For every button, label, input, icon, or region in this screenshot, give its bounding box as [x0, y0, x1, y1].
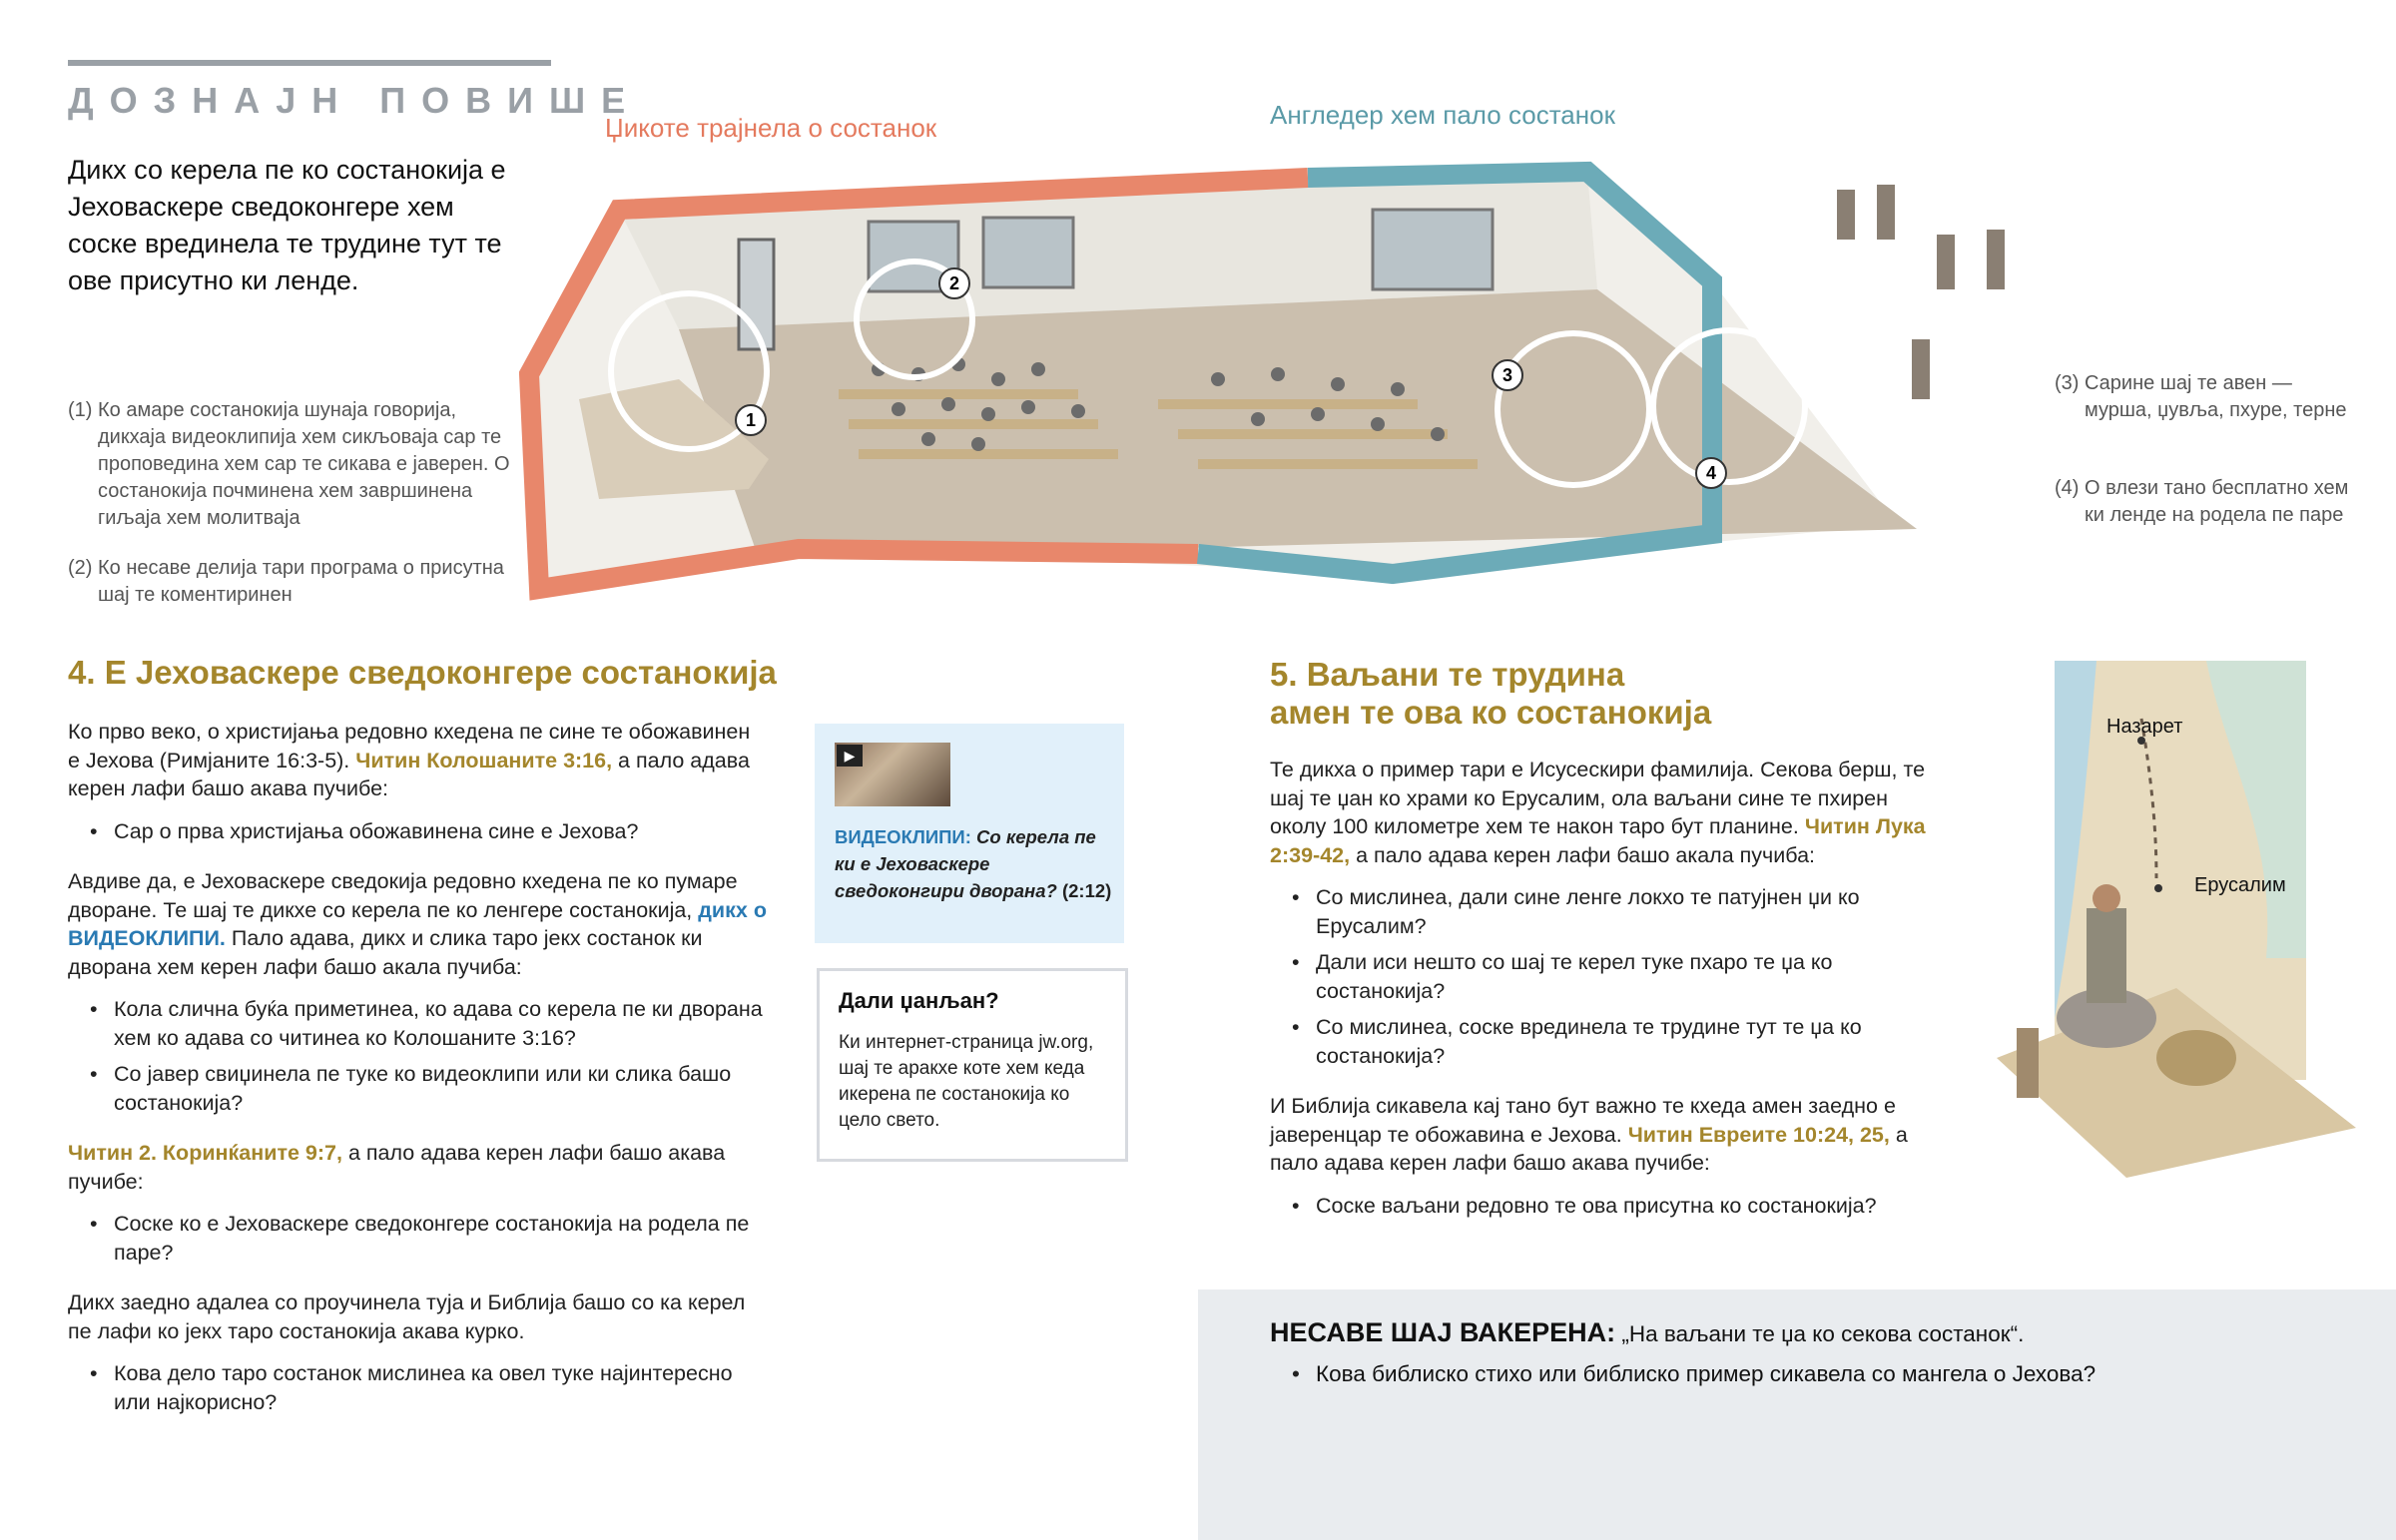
- scripture-ref[interactable]: Читин Колошаните 3:16,: [355, 748, 613, 772]
- video-duration: (2:12): [1061, 880, 1112, 901]
- footer-text: [1270, 1317, 2268, 1389]
- map-label-jerusalem: Ерусалим: [2194, 874, 2286, 896]
- note-2: (2) Ко несаве делија тари програма о присутна шај те коментиринен: [68, 557, 504, 606]
- note-4: (4) О влези тано бесплатно хем ки ленде на родела пе паре: [2055, 477, 2349, 526]
- question-list: [1270, 883, 1949, 1070]
- city-dot: [2154, 884, 2162, 892]
- scripture-ref[interactable]: Читин 2. Коринќаните 9:7,: [68, 1141, 342, 1165]
- arriving-people: [1837, 185, 2005, 399]
- city-dot: [2137, 737, 2145, 745]
- label-during-meeting: Џикоте трајнела о состанок: [605, 113, 937, 143]
- traveler-head: [2093, 884, 2120, 912]
- paragraph: Те дикха о пример тари е Исусескири фамилија. Секова берш, те шај те џан ко храми ко Ерусалим, ола ваљани сине те пхирен околу 100 километре хем те након таро бут планине. Читин Лука 2:39-42, а пало адава керен лафи башо акала пучиба:: [1270, 758, 1926, 867]
- question: • Кола слична буќа приметинеа, ко адава со керела пе ки дворана хем ко адава со читинеа ко Колошаните 3:16?: [68, 995, 767, 1052]
- scripture-ref[interactable]: Читин Евреите 10:24, 25,: [1627, 1122, 1890, 1147]
- question: • Соске ко е Јеховаскере сведоконгере состанокија на родела пе паре?: [68, 1210, 767, 1267]
- header-rule: [68, 60, 551, 66]
- question: • Со мислинеа, соске врединела те трудине тут те џа ко состанокија?: [1270, 1013, 1949, 1070]
- did-you-know-text: Ки интернет-страница jw.org, шај те аракхе коте хем кеда икерена пе состанокија ко цело свето.: [839, 1032, 1094, 1131]
- play-icon[interactable]: ▶: [837, 745, 863, 767]
- section-5-heading: 5. Ваљани те трудина амен те ова ко состанокија: [1270, 656, 1712, 731]
- journey-illustration: [1977, 659, 2376, 1178]
- marker-4-label: 4: [1705, 463, 1717, 483]
- section-label: ДОЗНАЈН ПОВИШЕ: [68, 80, 642, 121]
- note-1: (1) Ко амаре состанокија шунаја говорија, дикхаја видеоклипија хем сикљоваја сар те проповедина хем сар те сикава е јаверен. О состанокија почминена хем завршинена гиљаја хем молитваја: [68, 399, 510, 529]
- window: [1373, 210, 1493, 289]
- question: • Сар о прва христијања обожавинена сине е Јехова?: [68, 817, 767, 846]
- paragraph: Авдиве да, е Јеховаскере сведокија редовно кхедена пе ко пумаре дворане. Те шај те дикхе со керела пе ко ленгере состанокија, дикх о ВИДЕОКЛИПИ. Пало адава, дикх и слика таро јекх состанок ки дворана хем керен лафи башо акала пучиба:: [68, 869, 767, 979]
- label-before-after-meeting: Англедер хем пало состанок: [1270, 100, 1615, 130]
- intro-text: Дикх со керела пе ко состанокија е Јеховаскере сведоконгере хем соске врединела те трудине тут те ове присутно ки ленде.: [68, 155, 506, 295]
- paragraph: Дикх заедно адалеа со проучинела туја и Библија башо со ка керел пе лафи ко јекх таро состанокија акава курко.: [68, 1290, 746, 1343]
- scripture-ref[interactable]: Читин Лука 2:39-42,: [1270, 814, 1926, 867]
- did-you-know-title: Дали џанљан?: [839, 988, 999, 1013]
- section-4-heading: 4. Е Јеховаскере сведоконгере состанокија: [68, 654, 777, 691]
- question: • Соске ваљани редовно те ова присутна ко состанокија?: [1270, 1192, 1949, 1221]
- marker-3-label: 3: [1501, 365, 1513, 385]
- question: • Дали иси нешто со шај те керел туке пхаро те џа ко состанокија?: [1270, 948, 1949, 1005]
- question: • Со мислинеа, дали сине ленге локхо те патујнен џи ко Ерусалим?: [1270, 883, 1949, 940]
- section-4-body: [68, 718, 767, 1416]
- footer-label: НЕСАВЕ ШАЈ ВАКЕРЕНА: „На ваљани те џа ко секова состанок“.: [1270, 1317, 2025, 1347]
- section-5-body: [1270, 756, 1949, 1220]
- question-list: [68, 995, 767, 1117]
- child: [2017, 1028, 2039, 1098]
- window: [983, 218, 1073, 287]
- video-caption[interactable]: [835, 823, 1114, 904]
- traveler: [2087, 908, 2126, 1003]
- question-list: [1270, 1192, 1949, 1221]
- marker-2-label: 2: [948, 273, 960, 293]
- paragraph: Ко прво веко, о христијања редовно кхедена пе сине те обожавинен е Јехова (Римјаните 16:3-5). Читин Колошаните 3:16, а пало адава керен лафи башо акава пучибе:: [68, 720, 751, 800]
- video-link[interactable]: дикх о ВИДЕОКЛИПИ.: [68, 897, 767, 950]
- map-label-nazareth: Назарет: [2106, 716, 2183, 738]
- question: • Со јавер свиџинела пе туке ко видеоклипи или ки слика башо состанокија?: [68, 1060, 767, 1117]
- question-list: [68, 1359, 767, 1416]
- question-list: [68, 1210, 767, 1267]
- question-list: [68, 817, 767, 846]
- video-label: ВИДЕОКЛИПИ:: [835, 826, 971, 847]
- basket: [2156, 1030, 2236, 1086]
- kingdom-hall-illustration: [519, 150, 2037, 609]
- note-3: (3) Сарине шај те авен — мурша, џувља, пхуре, терне: [2055, 372, 2347, 421]
- question: • Кова библиско стихо или библиско пример сикавела со мангела о Јехова?: [1270, 1359, 2268, 1389]
- question: • Кова дело таро состанок мислинеа ка овел туке најинтересно или најкорисно?: [68, 1359, 767, 1416]
- question-list: [1270, 1359, 2268, 1389]
- marker-1-label: 1: [745, 410, 757, 430]
- paragraph: И Библија сикавела кај тано бут важно те кхеда амен заедно е јаверенцар те обожавина е Јехова. Читин Евреите 10:24, 25, а пало адава керен лафи башо акава пучибе:: [1270, 1094, 1908, 1175]
- paragraph: Читин 2. Коринќаните 9:7, а пало адава керен лафи башо акава пучибе:: [68, 1141, 726, 1194]
- video-title: Со керела пе ки е Јеховаскере сведоконгири дворана?: [835, 826, 1096, 901]
